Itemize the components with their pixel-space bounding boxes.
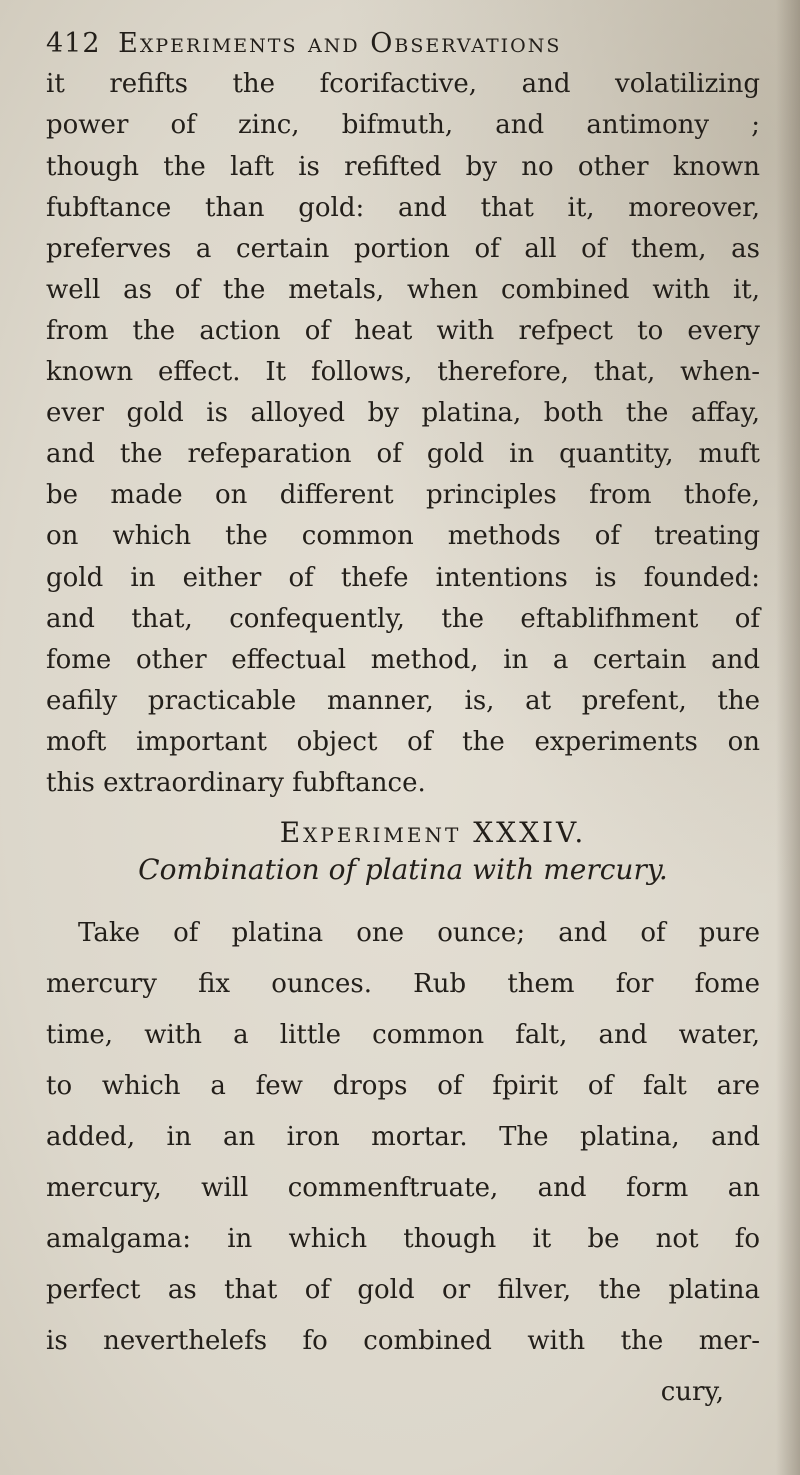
text-line: is neverthelefs fo combined with the mer-: [46, 1326, 760, 1357]
text-line: it refifts the fcorifactive, and volatilizing: [46, 69, 760, 100]
page-number: 412: [46, 28, 101, 59]
page-content: [46, 28, 760, 1418]
text-line: time, with a little common falt, and water,: [46, 1020, 760, 1051]
text-line: mercury, will commenftruate, and form an: [46, 1173, 760, 1204]
experiment-heading: Experiment XXXIV.: [279, 816, 587, 850]
text-line: and the refeparation of gold in quantity, muft: [46, 439, 760, 470]
text-line: perfect as that of gold or filver, the platina: [46, 1275, 760, 1306]
page-edge-shadow: [776, 0, 800, 1475]
catchword: cury,: [660, 1377, 724, 1408]
paragraph-2: [46, 908, 760, 1367]
text-line: known effect. It follows, therefore, that, when-: [46, 357, 760, 388]
text-line: Take of platina one ounce; and of pure: [78, 918, 760, 949]
experiment-subheading: Combination of platina with mercury.: [138, 853, 668, 887]
text-line: though the laft is refifted by no other known: [46, 151, 760, 182]
text-line: ever gold is alloyed by platina, both the affay,: [46, 398, 760, 429]
text-line: power of zinc, bifmuth, and antimony ;: [46, 110, 760, 141]
text-line: be made on different principles from thofe,: [46, 480, 760, 511]
text-line: mercury fix ounces. Rub them for fome: [46, 969, 760, 1000]
text-line: gold in either of thefe intentions is founded:: [46, 562, 760, 593]
text-line: this extraordinary fubftance.: [46, 767, 426, 798]
paragraph-1: [46, 64, 760, 804]
text-line: preferves a certain portion of all of them, as: [46, 233, 760, 264]
text-line: fubftance than gold: and that it, moreover,: [46, 192, 760, 223]
text-line: added, in an iron mortar. The platina, and: [46, 1122, 760, 1153]
text-line: from the action of heat with refpect to every: [46, 315, 760, 346]
running-head-title: Experiments and Observations: [118, 28, 562, 59]
text-line: amalgama: in which though it be not fo: [46, 1224, 760, 1255]
text-line: moft important object of the experiments on: [46, 726, 760, 757]
text-line: well as of the metals, when combined with it,: [46, 274, 760, 305]
text-line: fome other effectual method, in a certain and: [46, 644, 760, 675]
text-line: on which the common methods of treating: [46, 521, 760, 552]
text-line: eafily practicable manner, is, at prefent, the: [46, 685, 760, 716]
text-line: to which a few drops of fpirit of falt are: [46, 1071, 760, 1102]
running-head: [46, 28, 760, 60]
text-line: and that, confequently, the eftablifhment of: [46, 603, 760, 634]
